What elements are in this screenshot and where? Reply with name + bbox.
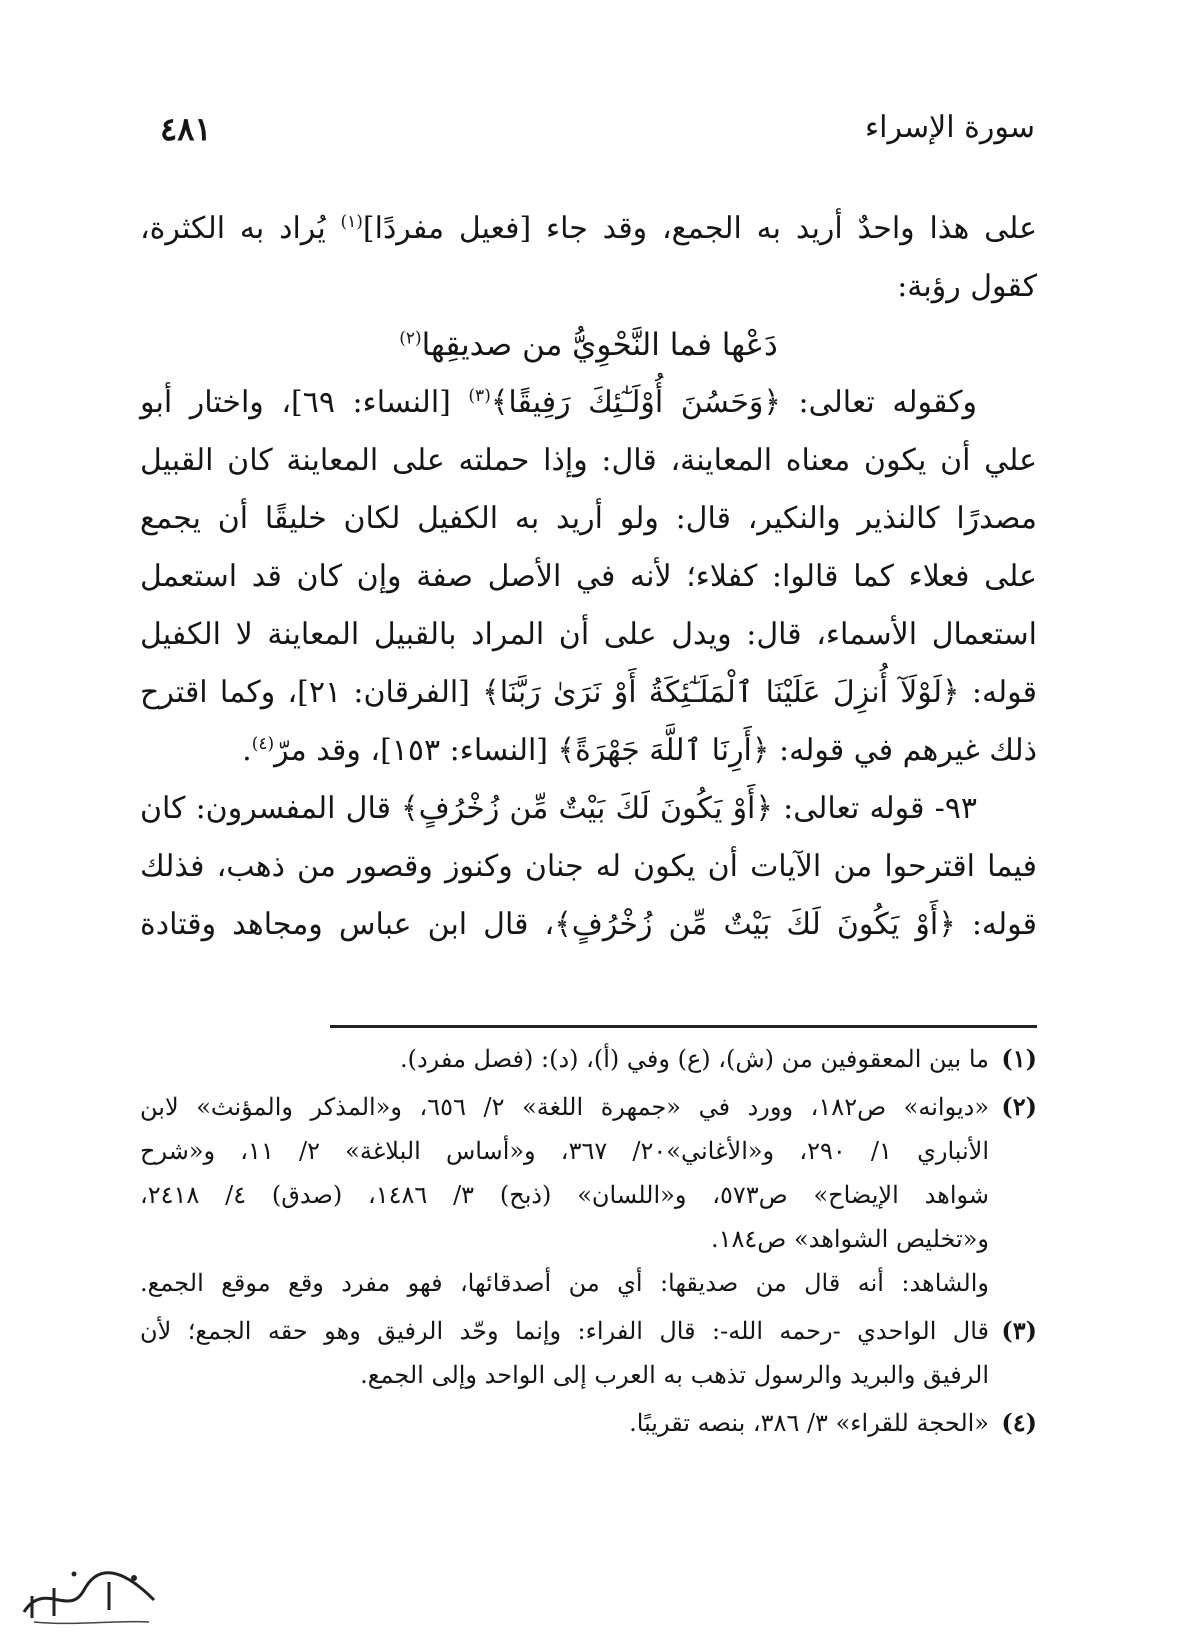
poem-verse: دَعْها فما النَّحْوِيُّ من صديقِها$^{(٢)}$ <box>399 327 778 363</box>
text-line: كقول رؤبة: <box>897 269 1037 304</box>
footnote-number: (٣) <box>1001 1316 1037 1345</box>
text-line: على فعلاء كما قالوا: كفلاء؛ لأنه في الأصل صفة وإن كان قد استعمل <box>140 559 1037 594</box>
page-number: ٤٨١ <box>160 110 212 148</box>
footnote-ref[interactable]: (٢) <box>399 328 422 349</box>
text-line: قوله: ﴿لَوْلَآ أُنزِلَ عَلَيْنَا ٱلْمَلَـٰٓئِكَةُ أَوْ نَرَىٰ رَبَّنَا﴾ [الفرقان: ٢١]، وكما اقترح <box>140 675 1038 710</box>
footnote-number: (٢) <box>1001 1092 1037 1121</box>
page-header <box>160 110 1035 160</box>
footnote-ref[interactable]: (٣) <box>468 386 491 406</box>
surah-title: سورة الإسراء <box>865 110 1035 145</box>
text-line: ذلك غيرهم في قوله: ﴿أَرِنَا ٱللَّهَ جَهْرَةً﴾ [النساء: ١٥٣]، وقد مرّ$^{(٤)}$. <box>242 733 1037 768</box>
footnote: (٤) «الحجة للقراء» ٣/ ٣٨٦، بنصه تقريبًا. <box>140 1401 1037 1445</box>
text-line: مصدرًا كالنذير والنكير، قال: ولو أريد به الكفيل لكان خليقًا أن يجمع <box>140 501 1037 536</box>
footnotes <box>140 1037 1037 1449</box>
footnote-ref[interactable]: (٤) <box>251 734 275 754</box>
text-line: فيما اقترحوا من الآيات أن يكون له جنان وكنوز وقصور من ذهب، فذلك <box>140 849 1037 884</box>
text-line: استعمال الأسماء، قال: ويدل على أن المراد بالقبيل المعاينة لا الكفيل <box>140 617 1037 652</box>
footnote-ref[interactable]: (١) <box>340 212 363 232</box>
main-text <box>140 200 1037 954</box>
footnote-number: (١) <box>1001 1044 1037 1073</box>
text-line: علي أن يكون معناه المعاينة، قال: وإذا حملته على المعاينة كان القبيل <box>140 443 1037 478</box>
footnote: (٢) «ديوانه» ص١٨٢، وورد في «جمهرة اللغة» ٢/ ٦٥٦، و«المذكر والمؤنث» لابن الأنباري ١/ ٢٩٠، و«الأغاني»٢٠/ ٣٦٧، و«أساس البلاغة» ٢/ ١١، و«شرح شواهد الإيضاح» ص٥٧٣، و«اللسان» (ذبح) ٣/ ١٤٨٦، (صدق) ٤/ ٢٤١٨، و«تخليص الشواهد» ص١٨٤. والشاهد: أنه قال من صديقها: أي من أصدقائها، فهو مفرد وقع موقع الجمع. <box>140 1085 1037 1305</box>
text-line: على هذا واحدٌ أريد به الجمع، وقد جاء [فعيل مفردًا]$^{(١)}$ يُراد به الكثرة، <box>140 211 1038 246</box>
footnote-number: (٤) <box>1001 1408 1037 1437</box>
text-line: قوله: ﴿أَوْ يَكُونَ لَكَ بَيْتٌ مِّن زُخْرُفٍ﴾، قال ابن عباس ومجاهد وقتادة <box>140 907 1037 942</box>
library-logo <box>14 1560 164 1630</box>
footnote: (٣) قال الواحدي -رحمه الله-: قال الفراء: وإنما وحّد الرفيق وهو حقه الجمع؛ لأن الرفيق والبريد والرسول تذهب به العرب إلى الواحد وإلى الجمع. <box>140 1309 1037 1397</box>
footnote-separator <box>330 1025 1037 1028</box>
footnote: (١) ما بين المعقوفين من (ش)، (ع) وفي (أ)، (د): (فصل مفرد). <box>140 1037 1037 1081</box>
text-line: وكقوله تعالى: ﴿وَحَسُنَ أُوْلَـٰٓئِكَ رَفِيقًا﴾$^{(٣)}$ [النساء: ٦٩]، واختار أبو <box>140 385 977 420</box>
text-line: ٩٣- قوله تعالى: ﴿أَوْ يَكُونَ لَكَ بَيْتٌ مِّن زُخْرُفٍ﴾ قال المفسرون: كان <box>140 791 977 826</box>
